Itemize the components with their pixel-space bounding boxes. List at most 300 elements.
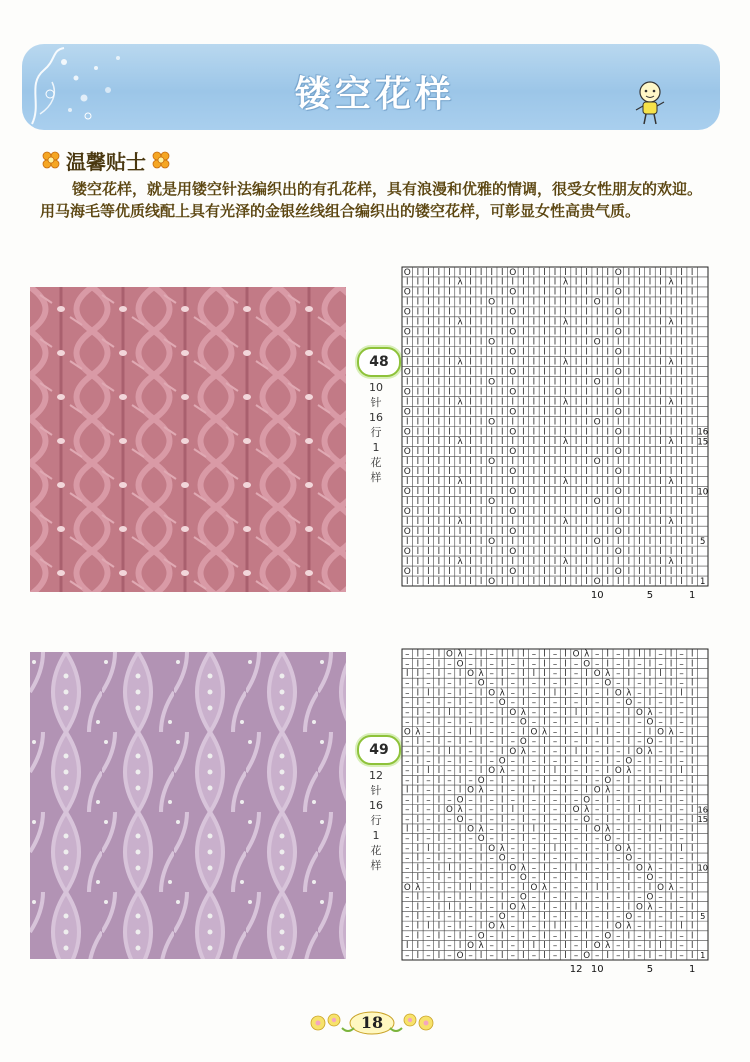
chart-symbol: l [437, 387, 441, 398]
chart-symbol: l [606, 397, 610, 408]
chart-symbol: O [509, 487, 517, 498]
chart-symbol: l [416, 902, 420, 913]
chart-symbol: l [595, 357, 599, 368]
chart-symbol: – [489, 707, 494, 718]
chart-symbol: l [648, 649, 652, 660]
chart-symbol: l [479, 297, 483, 308]
chart-symbol: l [690, 337, 694, 348]
chart-symbol: l [606, 327, 610, 338]
chart-symbol: l [606, 688, 609, 699]
chart-symbol: l [595, 546, 599, 557]
chart-symbol: l [469, 477, 472, 488]
chart-symbol: O [635, 902, 643, 913]
chart-symbol: l [458, 467, 462, 478]
chart-symbol: – [595, 737, 600, 748]
chart-symbol: – [552, 756, 558, 767]
chart-symbol: l [564, 931, 567, 942]
chart-symbol: l [543, 892, 546, 903]
chart-symbol: l [648, 357, 652, 368]
chart-symbol: – [426, 659, 431, 670]
chart-symbol: – [405, 717, 410, 728]
chart-symbol: l [416, 277, 420, 288]
chart-symbol: l [648, 566, 652, 577]
chart-symbol: l [627, 566, 631, 577]
chart-symbol: O [614, 287, 622, 298]
chart-symbol: l [648, 843, 652, 854]
chart-symbol: l [500, 407, 504, 418]
chart-symbol: – [616, 795, 621, 806]
chart-symbol: – [447, 911, 452, 922]
chart-symbol: l [606, 863, 609, 874]
chart-symbol: l [659, 477, 662, 488]
chart-symbol: l [522, 941, 525, 952]
chart-symbol: l [543, 516, 546, 527]
chart-symbol: l [585, 317, 588, 328]
chart-symbol: – [510, 688, 515, 699]
chart-symbol: l [669, 737, 673, 748]
chart-symbol: l [479, 795, 483, 806]
chart-symbol: – [510, 882, 515, 893]
chart-symbol: – [616, 785, 621, 796]
chart-symbol: l [627, 367, 631, 378]
chart-symbol: l [585, 766, 588, 777]
chart-symbol: l [458, 576, 462, 587]
chart-symbol: l [490, 507, 493, 518]
chart-symbol: O [509, 327, 517, 338]
chart-symbol: l [585, 467, 588, 478]
chart-symbol: – [426, 902, 431, 913]
chart-symbol: l [564, 427, 567, 438]
chart-symbol: l [627, 795, 631, 806]
chart-symbol: – [510, 931, 515, 942]
chart-symbol: λ [562, 556, 569, 567]
chart-symbol: – [658, 678, 663, 689]
chart-symbol: l [427, 307, 430, 318]
chart-symbol: l [574, 317, 578, 328]
chart-symbol: l [437, 347, 441, 358]
chart-symbol: O [593, 785, 601, 796]
chart-symbol: – [679, 882, 684, 893]
chart-symbol: – [573, 843, 579, 854]
chart-symbol: – [552, 717, 558, 728]
chart-symbol: – [679, 795, 684, 806]
chart-symbol: l [585, 427, 588, 438]
chart-symbol: λ [520, 746, 526, 757]
chart-symbol: l [532, 327, 536, 338]
chart-symbol: l [638, 347, 641, 358]
chart-symbol: – [510, 843, 515, 854]
chart-symbol: l [437, 766, 441, 777]
chart-symbol: O [646, 873, 654, 884]
chart-symbol: l [543, 911, 546, 922]
chart-symbol: l [406, 457, 409, 468]
chart-symbol: l [500, 467, 504, 478]
chart-symbol: – [637, 834, 642, 845]
chart-symbol: l [511, 805, 515, 816]
chart-symbol: l [501, 892, 504, 903]
chart-symbol: l [690, 950, 694, 961]
chart-symbol: l [437, 756, 441, 767]
chart-symbol: l [669, 853, 673, 864]
chart-symbol: l [500, 337, 504, 348]
chart-symbol: – [637, 688, 642, 699]
chart-symbol: l [437, 427, 441, 438]
chart-symbol: l [501, 873, 504, 884]
chart-symbol: – [510, 941, 515, 952]
chart-symbol: l [627, 941, 631, 952]
chart-symbol: O [509, 347, 517, 358]
chart-symbol: λ [668, 357, 674, 368]
chart-symbol: l [437, 814, 441, 825]
chart-symbol: – [679, 911, 684, 922]
chart-symbol: l [690, 576, 694, 587]
chart-symbol: l [469, 317, 472, 328]
chart-symbol: – [405, 659, 410, 670]
chart-symbol: l [522, 516, 525, 527]
chart-symbol: l [437, 337, 441, 348]
chart-symbol: l [490, 307, 493, 318]
chart-symbol: l [585, 377, 588, 388]
chart-symbol: – [552, 863, 558, 874]
chart-symbol: l [479, 427, 483, 438]
chart-symbol: l [437, 902, 441, 913]
chart-symbol: l [627, 873, 631, 884]
chart-symbol: l [595, 407, 599, 418]
chart-symbol: l [500, 566, 504, 577]
chart-symbol: – [489, 698, 494, 709]
chart-symbol: l [574, 457, 578, 468]
chart-symbol: l [406, 337, 409, 348]
chart-symbol: – [405, 853, 410, 864]
chart-symbol: l [511, 516, 515, 527]
chart-symbol: l [564, 377, 567, 388]
chart-symbol: l [627, 287, 631, 298]
chart-symbol: – [447, 931, 452, 942]
chart-symbol: λ [499, 766, 505, 777]
chart-symbol: l [680, 497, 683, 508]
chart-symbol: l [564, 902, 567, 913]
chart-symbol: l [690, 437, 694, 448]
chart-symbol: λ [626, 766, 632, 777]
chart-symbol: l [585, 447, 588, 458]
chart-symbol: l [606, 556, 610, 567]
chart-symbol: l [522, 327, 525, 338]
chart-symbol: λ [541, 882, 548, 893]
chart-symbol: l [564, 911, 567, 922]
chart-symbol: l [522, 921, 525, 932]
chart-symbol: l [564, 327, 567, 338]
chart-symbol: l [669, 921, 673, 932]
chart-symbol: l [437, 566, 441, 577]
chart-symbol: – [552, 707, 558, 718]
chart-symbol: l [543, 678, 546, 689]
chart-symbol: l [490, 467, 493, 478]
chart-symbol: l [543, 737, 546, 748]
chart-symbol: l [638, 327, 641, 338]
chart-symbol: l [564, 287, 567, 298]
chart-symbol: l [543, 556, 546, 567]
chart-symbol: l [680, 546, 683, 557]
chart-symbol: l [627, 526, 631, 537]
chart-symbol: l [648, 287, 652, 298]
chart-symbol: l [606, 873, 609, 884]
chart-symbol: – [616, 805, 621, 816]
chart-symbol: – [489, 756, 494, 767]
chart-symbol: l [522, 775, 525, 786]
chart-symbol: l [543, 546, 546, 557]
chart-symbol: λ [668, 477, 674, 488]
chart-symbol: l [690, 267, 694, 278]
chart-symbol: l [511, 576, 515, 587]
chart-symbol: – [658, 698, 663, 709]
chart-symbol: l [564, 417, 567, 428]
chart-symbol: l [427, 507, 430, 518]
chart-symbol: l [448, 347, 451, 358]
chart-symbol: O [572, 805, 580, 816]
chart-symbol: l [690, 407, 694, 418]
chart-symbol: – [510, 911, 515, 922]
chart-symbol: l [627, 834, 631, 845]
chart-symbol: l [574, 387, 578, 398]
chart-symbol: – [679, 756, 684, 767]
chart-symbol: – [679, 775, 684, 786]
chart-symbol: l [659, 556, 662, 567]
chart-symbol: λ [584, 649, 590, 660]
chart-symbol: l [522, 507, 525, 518]
chart-symbol: l [479, 756, 483, 767]
chart-symbol: l [680, 516, 683, 527]
chart-symbol: l [500, 437, 504, 448]
chart-symbol: – [426, 931, 431, 942]
chart-symbol: l [448, 863, 451, 874]
chart-symbol: O [403, 327, 411, 338]
chart-symbol: l [543, 536, 546, 547]
chart-symbol: l [574, 487, 578, 498]
row-label: 16 [697, 426, 709, 437]
chart-symbol: l [500, 367, 504, 378]
chart-symbol: l [574, 746, 578, 757]
chart-symbol: l [595, 882, 599, 893]
chart-symbol: l [458, 824, 462, 835]
chart-symbol: l [437, 775, 441, 786]
chart-symbol: l [690, 397, 694, 408]
chart-symbol: – [489, 795, 494, 806]
chart-symbol: λ [499, 921, 505, 932]
chart-symbol: l [437, 795, 441, 806]
chart-symbol: – [426, 911, 431, 922]
chart-symbol: l [543, 834, 546, 845]
chart-symbol: l [427, 487, 430, 498]
chart-symbol: λ [457, 317, 463, 328]
chart-symbol: – [426, 746, 431, 757]
chart-symbol: l [648, 437, 652, 448]
chart-symbol: l [617, 397, 620, 408]
flower-left-icon [40, 151, 62, 169]
chart-symbol: l [416, 536, 420, 547]
chart-symbol: – [573, 669, 579, 680]
chart-symbol: – [595, 931, 600, 942]
chart-symbol: λ [668, 727, 674, 738]
chart-symbol: l [501, 785, 504, 796]
chart-symbol: l [659, 307, 662, 318]
chart-symbol: l [606, 746, 609, 757]
chart-symbol: l [638, 437, 641, 448]
chart-symbol: l [564, 698, 567, 709]
chart-symbol: l [553, 477, 557, 488]
chart-symbol: l [680, 347, 683, 358]
chart-symbol: – [637, 678, 642, 689]
chart-symbol: O [403, 267, 411, 278]
chart-symbol: l [490, 566, 493, 577]
chart-symbol: l [638, 377, 641, 388]
chart-symbol: l [501, 941, 504, 952]
chart-symbol: l [585, 843, 588, 854]
chart-symbol: – [637, 698, 642, 709]
chart-symbol: l [532, 387, 536, 398]
chart-symbol: l [595, 556, 599, 567]
chart-symbol: l [585, 357, 588, 368]
chart-symbol: l [669, 297, 673, 308]
chart-symbol: l [437, 659, 441, 670]
chart-symbol: l [406, 417, 409, 428]
chart-symbol: – [405, 766, 410, 777]
chart-symbol: l [416, 477, 420, 488]
chart-symbol: l [648, 882, 652, 893]
chart-symbol: – [616, 746, 621, 757]
chart-symbol: – [573, 853, 579, 864]
chart-symbol: – [595, 707, 600, 718]
chart-symbol: l [564, 785, 567, 796]
chart-symbol: l [448, 417, 451, 428]
chart-symbol: l [458, 417, 462, 428]
chart-symbol: λ [562, 277, 569, 288]
chart-symbol: l [543, 507, 546, 518]
chart-symbol: O [403, 882, 411, 893]
chart-symbol: l [669, 487, 673, 498]
chart-symbol: l [690, 566, 694, 577]
chart-symbol: l [690, 717, 694, 728]
chart-symbol: l [627, 437, 631, 448]
chart-symbol: l [553, 467, 557, 478]
chart-symbol: l [648, 669, 652, 680]
chart-symbol: – [552, 911, 558, 922]
chart-symbol: l [522, 536, 525, 547]
chart-symbol: l [659, 447, 662, 458]
chart-symbol: l [479, 487, 483, 498]
chart-symbol: – [616, 873, 621, 884]
chart-symbol: l [437, 921, 441, 932]
chart-symbol: – [552, 785, 558, 796]
chart-symbol: l [448, 497, 451, 508]
chart-symbol: – [468, 717, 473, 728]
chart-symbol: – [679, 805, 684, 816]
chart-symbol: l [564, 659, 567, 670]
chart-symbol: l [469, 467, 472, 478]
chart-symbol: – [447, 921, 452, 932]
chart-symbol: l [522, 377, 525, 388]
chart-symbol: l [638, 357, 641, 368]
tip-heading-label: 温馨贴士 [66, 149, 146, 174]
chart-symbol: – [616, 824, 621, 835]
chart-symbol: l [501, 931, 504, 942]
chart-symbol: l [553, 556, 557, 567]
chart-symbol: λ [499, 688, 505, 699]
chart-symbol: l [532, 277, 536, 288]
chart-symbol: l [595, 566, 599, 577]
chart-symbol: – [616, 707, 621, 718]
chart-symbol: l [648, 766, 652, 777]
chart-symbol: l [437, 447, 441, 458]
chart-symbol: l [458, 337, 462, 348]
chart-symbol: l [606, 727, 609, 738]
chart-symbol: l [458, 737, 462, 748]
chart-symbol: l [416, 805, 420, 816]
chart-symbol: l [479, 307, 483, 318]
chart-symbol: l [469, 526, 472, 537]
chart-symbol: l [680, 397, 683, 408]
chart-symbol: l [669, 902, 673, 913]
chart-symbol: – [595, 834, 600, 845]
chart-symbol: O [530, 882, 538, 893]
chart-symbol: l [617, 357, 620, 368]
chart-symbol: λ [457, 357, 463, 368]
chart-symbol: – [679, 931, 684, 942]
chart-symbol: l [606, 795, 609, 806]
chart-symbol: l [469, 516, 472, 527]
chart-symbol: l [458, 267, 462, 278]
chart-symbol: l [690, 487, 694, 498]
chart-symbol: l [543, 717, 546, 728]
chart-symbol: l [416, 824, 420, 835]
chart-symbol: l [511, 377, 515, 388]
chart-symbol: l [543, 397, 546, 408]
chart-symbol: l [448, 707, 451, 718]
chart-symbol: l [690, 707, 694, 718]
chart-symbol: l [627, 447, 631, 458]
chart-symbol: l [690, 737, 694, 748]
chart-symbol: l [479, 417, 483, 428]
chart-symbol: l [416, 717, 420, 728]
chart-symbol: l [564, 882, 567, 893]
chart-symbol: – [489, 775, 494, 786]
chart-symbol: – [468, 892, 473, 903]
chart-symbol: l [458, 756, 462, 767]
chart-symbol: l [416, 407, 420, 418]
chart-symbol: l [627, 516, 631, 527]
chart-symbol: – [510, 853, 515, 864]
chart-symbol: – [552, 902, 558, 913]
chart-symbol: l [532, 337, 536, 348]
chart-symbol: l [532, 317, 536, 328]
chart-symbol: l [669, 467, 673, 478]
chart-symbol: l [532, 669, 536, 680]
chart-symbol: l [680, 357, 683, 368]
chart-symbol: l [522, 546, 525, 557]
chart-symbol: l [458, 873, 462, 884]
chart-symbol: l [606, 417, 610, 428]
chart-symbol: l [543, 387, 546, 398]
chart-symbol: l [595, 397, 599, 408]
chart-symbol: l [479, 377, 483, 388]
chart-symbol: l [585, 863, 588, 874]
chart-symbol: – [637, 727, 642, 738]
knit-swatch-photo-48 [30, 287, 346, 592]
chart-symbol: – [552, 737, 558, 748]
chart-symbol: l [680, 688, 683, 699]
chart-symbol: – [531, 892, 537, 903]
chart-symbol: – [573, 892, 579, 903]
chart-symbol: – [531, 766, 537, 777]
